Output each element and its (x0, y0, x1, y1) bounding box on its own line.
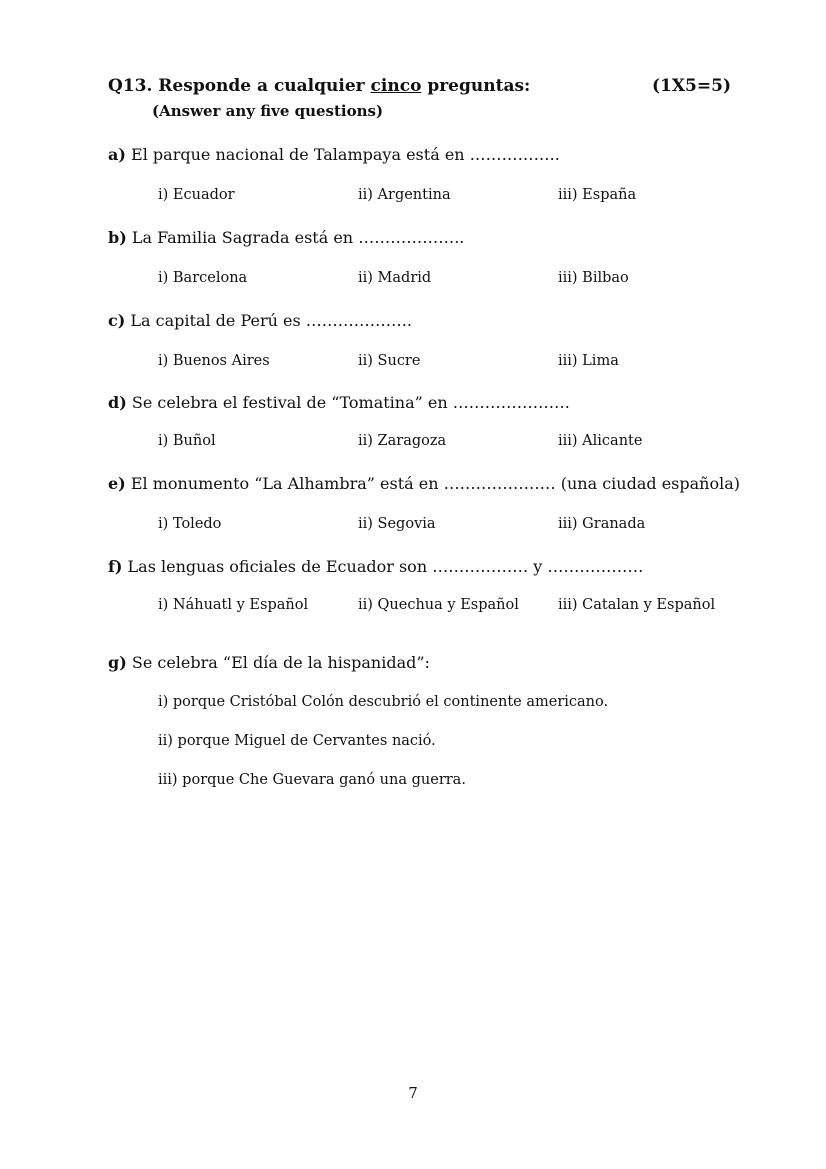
option: iii) Bilbao (558, 270, 629, 286)
question-label: g) (108, 653, 127, 672)
question-title (108, 76, 530, 96)
question-d (108, 393, 570, 412)
option: i) Buenos Aires (158, 353, 270, 369)
option: i) Náhuatl y Español (158, 597, 309, 613)
option: i) Barcelona (158, 270, 248, 286)
question-label: c) (108, 311, 126, 330)
title-prefix: Q13. Responde a cualquier (108, 76, 371, 96)
option: i) Toledo (158, 516, 222, 532)
question-e (108, 474, 740, 493)
question-c (108, 311, 412, 330)
question-b (108, 228, 464, 247)
title-suffix: preguntas: (421, 76, 531, 96)
question-text: Se celebra el festival de “Tomatina” en …………………. (126, 393, 570, 412)
option: iii) Alicante (558, 433, 643, 449)
question-label: a) (108, 145, 126, 164)
marks-label: (1X5=5) (651, 76, 731, 96)
option: ii) Segovia (358, 516, 436, 532)
question-f (108, 557, 643, 576)
question-text: La Familia Sagrada está en ……………….. (126, 228, 465, 247)
question-label: d) (108, 393, 127, 412)
subtitle: (Answer any five questions) (152, 102, 384, 120)
option: i) Buñol (158, 433, 216, 449)
question-g (108, 653, 430, 672)
question-text: El parque nacional de Talampaya está en …………….. (125, 145, 560, 164)
option: iii) Lima (558, 353, 619, 369)
option: iii) España (558, 187, 637, 203)
option: ii) Zaragoza (358, 433, 447, 449)
question-text: El monumento “La Alhambra” está en ………………… (una ciudad española) (125, 474, 740, 493)
option: iii) porque Che Guevara ganó una guerra. (158, 772, 466, 788)
question-text: Las lenguas oficiales de Ecuador son ……………… y ……………… (122, 557, 644, 576)
question-text: Se celebra “El día de la hispanidad”: (126, 653, 430, 672)
option: iii) Granada (558, 516, 646, 532)
option: ii) Argentina (358, 187, 451, 203)
option: ii) Sucre (358, 353, 421, 369)
question-text: La capital de Perú es ……………….. (125, 311, 412, 330)
title-underlined-word: cinco (370, 76, 422, 96)
option: i) Ecuador (158, 187, 235, 203)
option: ii) Madrid (358, 270, 432, 286)
question-label: b) (108, 228, 127, 247)
page-number: 7 (408, 1084, 418, 1102)
option: ii) porque Miguel de Cervantes nació. (158, 733, 436, 749)
question-a (108, 145, 560, 164)
option: iii) Catalan y Español (558, 597, 716, 613)
option: i) porque Cristóbal Colón descubrió el continente americano. (158, 694, 609, 710)
option: ii) Quechua y Español (358, 597, 519, 613)
question-label: e) (108, 474, 126, 493)
question-label: f) (108, 557, 123, 576)
